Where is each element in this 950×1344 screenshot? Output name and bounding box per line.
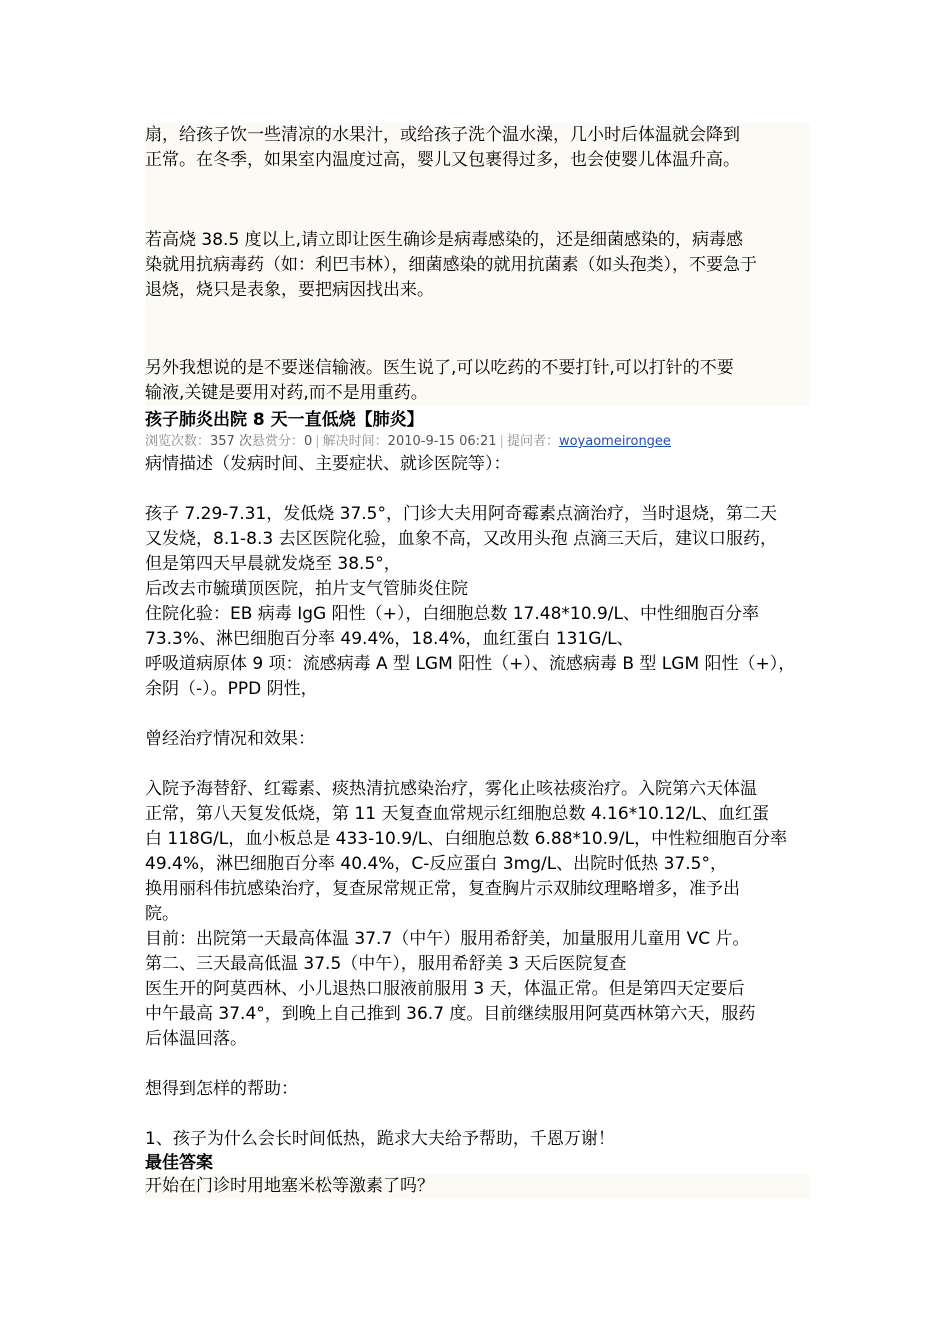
text-line: 目前：出院第一天最高体温 37.7（中午）服用希舒美，加量服用儿童用 VC 片。 — [145, 929, 750, 949]
condition-paragraph — [145, 502, 810, 702]
text-line: 输液,关键是要用对药,而不是用重药。 — [145, 383, 428, 403]
question-title[interactable]: 孩子肺炎出院 8 天一直低烧【肺炎】 — [145, 410, 424, 430]
text-line: 余阴（-）。PPD 阴性， — [145, 679, 318, 699]
spacer — [145, 752, 810, 777]
text-line: 后改去市毓璜顶医院，拍片支气管肺炎住院 — [145, 579, 468, 599]
views-value: 357 次 — [210, 434, 252, 449]
answer-block-2 — [145, 228, 810, 313]
text-line: 又发烧，8.1-8.3 去区医院化验，血象不高，又改用头孢 点滴三天后，建议口服药， — [145, 529, 778, 549]
spacer — [145, 477, 810, 502]
spacer — [145, 702, 810, 727]
spacer — [145, 313, 810, 356]
help-request: 1、孩子为什么会长时间低热，跪求大夫给予帮助，千恩万谢！ — [145, 1129, 615, 1149]
asker-label: 提问者： — [506, 434, 559, 449]
solved-label: 解决时间： — [322, 434, 388, 449]
spacer — [145, 1052, 810, 1077]
text-line: 第二、三天最高低温 37.5（中午），服用希舒美 3 天后医院复查 — [145, 954, 627, 974]
text-line: 医生开的阿莫西林、小儿退热口服液前服用 3 天，体温正常。但是第四天定要后 — [145, 979, 745, 999]
text-line: 正常，第八天复发低烧，第 11 天复查血常规示红细胞总数 4.16*10.12/L、血红蛋 — [145, 804, 770, 824]
text-line: 后体温回落。 — [145, 1029, 247, 1049]
best-answer-text: 开始在门诊时用地塞米松等激素了吗？ — [145, 1176, 434, 1196]
section-heading: 想得到怎样的帮助： — [145, 1079, 298, 1099]
text-line: 正常。在冬季，如果室内温度过高，婴儿又包裹得过多，也会使婴儿体温升高。 — [145, 150, 740, 170]
text-line: 孩子 7.29-7.31，发低烧 37.5°，门诊大夫用阿奇霉素点滴治疗，当时退烧，第二天 — [145, 504, 777, 524]
spacer — [145, 1102, 810, 1127]
reward-value: 0 — [303, 434, 313, 449]
meta-separator: | — [315, 434, 320, 449]
text-line: 退烧，烧只是表象，要把病因找出来。 — [145, 280, 434, 300]
section-heading: 曾经治疗情况和效果： — [145, 729, 315, 749]
text-line: 换用丽科伟抗感染治疗，复查尿常规正常，复查胸片示双肺纹理略增多，准予出 — [145, 879, 740, 899]
solved-value: 2010-9-15 06:21 — [387, 434, 497, 449]
text-line: 入院予海替舒、红霉素、痰热清抗感染治疗，雾化止咳祛痰治疗。入院第六天体温 — [145, 779, 757, 799]
views-label: 浏览次数： — [145, 434, 211, 449]
answer-block-1 — [145, 123, 810, 193]
text-line: 住院化验：EB 病毒 IgG 阳性（+），白细胞总数 17.48*10.9/L、中性细胞百分率 — [145, 604, 759, 624]
reward-label: 悬赏分： — [251, 434, 304, 449]
text-line: 扇，给孩子饮一些清凉的水果汁，或给孩子洗个温水澡，几小时后体温就会降到 — [145, 125, 740, 145]
answer-block-3 — [145, 356, 810, 406]
meta-separator: | — [499, 434, 504, 449]
spacer — [145, 193, 810, 228]
text-line: 染就用抗病毒药（如：利巴韦林），细菌感染的就用抗菌素（如头孢类），不要急于 — [145, 255, 757, 275]
text-line: 49.4%，淋巴细胞百分率 40.4%，C-反应蛋白 3mg/L、出院时低热 37.5°， — [145, 854, 727, 874]
best-answer-label: 最佳答案 — [145, 1153, 213, 1173]
question-meta — [145, 432, 810, 452]
document-page — [145, 0, 810, 1199]
best-answer-block — [145, 1174, 810, 1199]
asker-link[interactable]: woyaomeirongee — [558, 434, 671, 449]
treatment-paragraph — [145, 777, 810, 1052]
text-line: 白 118G/L，血小板总是 433-10.9/L、白细胞总数 6.88*10.9/L，中性粒细胞百分率 — [145, 829, 788, 849]
text-line: 73.3%、淋巴细胞百分率 49.4%，18.4%，血红蛋白 131G/L、 — [145, 629, 634, 649]
section-heading: 病情描述（发病时间、主要症状、就诊医院等）： — [145, 454, 511, 474]
text-line: 中午最高 37.4°，到晚上自己推到 36.7 度。目前继续服用阿莫西林第六天，服药 — [145, 1004, 756, 1024]
text-line: 另外我想说的是不要迷信输液。医生说了,可以吃药的不要打针,可以打针的不要 — [145, 358, 734, 378]
text-line: 但是第四天早晨就发烧至 38.5°， — [145, 554, 401, 574]
text-line: 若高烧 38.5 度以上,请立即让医生确诊是病毒感染的，还是细菌感染的，病毒感 — [145, 230, 744, 250]
text-line: 呼吸道病原体 9 项：流感病毒 A 型 LGM 阳性（+）、流感病毒 B 型 LGM 阳性（+）， — [145, 654, 796, 674]
text-line: 院。 — [145, 904, 179, 924]
